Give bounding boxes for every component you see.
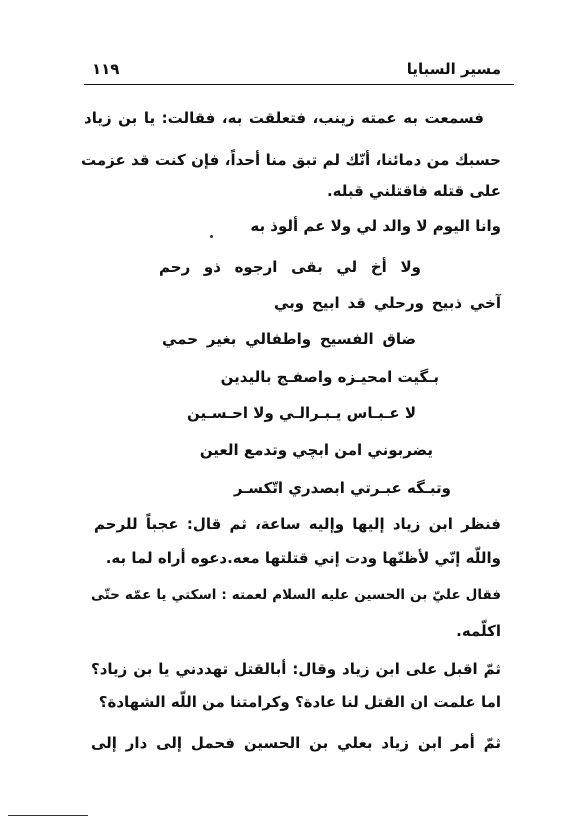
page-number: ١١٩: [92, 60, 120, 78]
footer-rule: [8, 815, 88, 816]
poem-line: لا عـبـاس يـبـرالـي ولا احـسـين: [186, 404, 416, 422]
body-line: ثمّ أمر ابن زياد بعلي بن الحسين فحمل إلى دار إلى: [91, 734, 501, 752]
poem-line: ضاق الفسيح واطفالي بغير حمي: [162, 330, 416, 348]
body-line: فقال عليّ بن الحسين عليه السلام لعمته : اسكتي يا عمّه حتّى: [91, 587, 501, 603]
body-line: على قتله فاقتلني قبله.: [326, 182, 501, 200]
body-line: فنظر ابن زياد إليها وإليه ساعة، ثم قال: عجباً للرحم: [94, 515, 501, 533]
poem-line: يضربوني امن ابچي وتدمع العين: [199, 441, 433, 459]
body-line: واللّه إنّي لأظنّها ودت إني قتلتها معه.دعوه أراه لما به.: [105, 549, 501, 567]
running-title: مسير السبايا: [406, 60, 501, 78]
body-line: وانا اليوم لا والد لي ولا عم ألوذ به: [250, 217, 501, 235]
body-line: حسبك من دمائنا، أنّك لم تبق منا أحداً، فإن كنت قد عزمت: [81, 151, 501, 169]
body-line: اكلّمه.: [456, 622, 501, 640]
body-line: اما علمت ان القتل لنا عادة؟ وكرامتنا من اللّه الشهادة؟: [98, 693, 501, 711]
body-line: ثمّ اقبل على ابن زياد وقال: أبالقتل تهددني يا بن زياد؟: [91, 660, 501, 678]
header-rule: [84, 84, 514, 85]
poem-line: ولا أخ لي بقى ارجوه ذو رحم: [159, 258, 421, 276]
scan-speck: [210, 235, 213, 238]
poem-line: وتبـگه عبـرتي ابصدري اتّكسـر: [233, 479, 451, 497]
poem-line: بـگيت امحيـزه واصفـج باليدين: [220, 368, 439, 386]
body-line: فسمعت به عمته زينب، فتعلقت به، فقالت: يا بن زياد: [84, 109, 484, 127]
poem-line: آخي ذبيح ورحلي قد ابيح وبي: [274, 294, 501, 312]
